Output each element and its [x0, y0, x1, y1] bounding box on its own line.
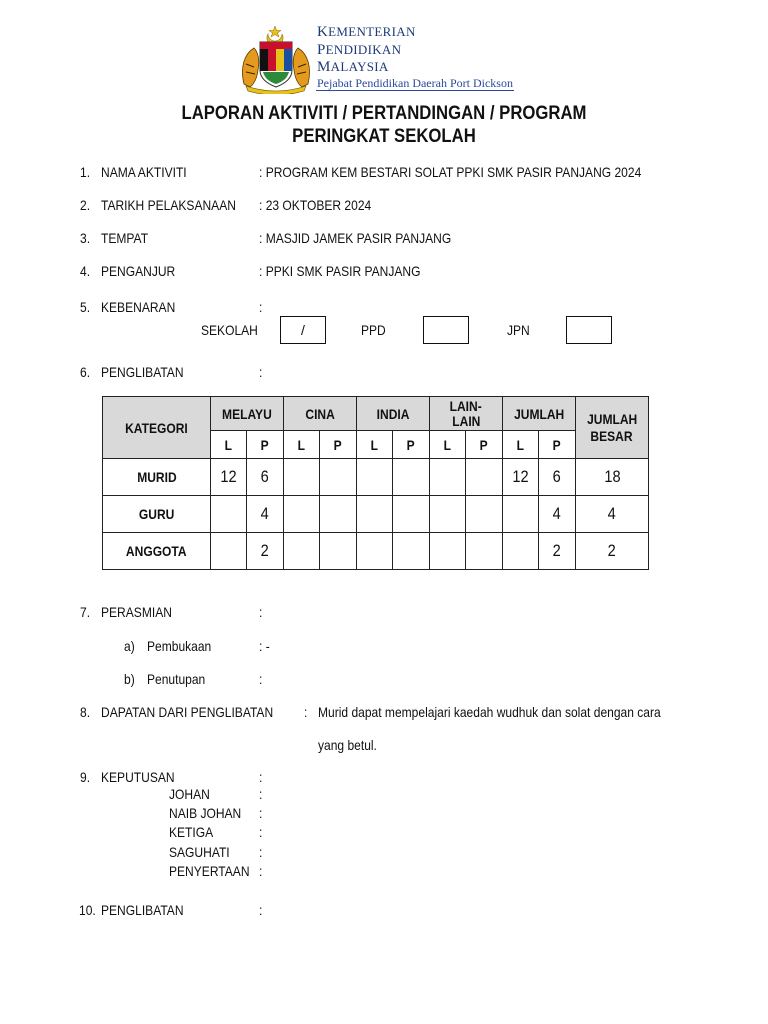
item-colon: :: [304, 704, 308, 720]
table-cell: 6: [539, 459, 576, 496]
table-cell: [320, 533, 357, 570]
result-saguhati-label: SAGUHATI: [169, 844, 230, 860]
table-cell: [357, 533, 393, 570]
result-penyertaan-label: PENYERTAAN: [169, 863, 250, 879]
item-label: PENGLIBATAN: [101, 902, 184, 918]
item-label: TEMPAT: [101, 230, 149, 246]
table-cell: [357, 496, 393, 533]
item-label: KEPUTUSAN: [101, 769, 175, 785]
participation-table: [102, 396, 649, 570]
header-l: L: [503, 431, 539, 459]
ppd-checkbox[interactable]: [423, 316, 469, 344]
item-number: 6.: [80, 364, 91, 380]
table-row-guru: [103, 496, 649, 533]
dapatan-text-line-1: Murid dapat mempelajari kaedah wudhuk dan solat dengan cara: [318, 704, 661, 720]
header-l: L: [430, 431, 466, 459]
table-cell: [211, 533, 247, 570]
table-cell: [284, 459, 320, 496]
header-lain-lain: LAIN- LAIN: [430, 397, 503, 431]
row-label: MURID: [103, 459, 211, 496]
table-cell: 4: [247, 496, 284, 533]
table-cell: [357, 459, 393, 496]
item-number: 10.: [79, 902, 96, 918]
sekolah-checkbox[interactable]: /: [280, 316, 326, 344]
header-divider: [316, 90, 514, 91]
table-cell: 12: [211, 459, 247, 496]
jpn-label: JPN: [507, 322, 530, 338]
header-l: L: [211, 431, 247, 459]
table-cell: 6: [247, 459, 284, 496]
table-cell: 2: [247, 533, 284, 570]
header-p: P: [393, 431, 430, 459]
table-cell: [320, 459, 357, 496]
item-label: PENGANJUR: [101, 263, 176, 279]
table-cell: [284, 496, 320, 533]
table-cell: [393, 496, 430, 533]
result-colon: :: [259, 786, 263, 802]
row-label: ANGGOTA: [103, 533, 211, 570]
table-cell: [430, 533, 466, 570]
header-p: P: [320, 431, 357, 459]
pembukaan-value: : -: [259, 638, 270, 654]
table-cell: [466, 496, 503, 533]
item-label: DAPATAN DARI PENGLIBATAN: [101, 704, 274, 720]
header-jumlah-besar: JUMLAH BESAR: [576, 397, 649, 459]
header-jumlah: JUMLAH: [503, 397, 576, 431]
table-row-murid: [103, 459, 649, 496]
item-label: PENGLIBATAN: [101, 364, 184, 380]
result-colon: :: [259, 805, 263, 821]
result-colon: :: [259, 863, 263, 879]
penutupan-value: :: [259, 671, 263, 687]
table-cell: [393, 459, 430, 496]
row-total: 2: [576, 533, 649, 570]
table-cell: [430, 496, 466, 533]
table-cell: 2: [539, 533, 576, 570]
table-cell: [503, 496, 539, 533]
pembukaan-label: Pembukaan: [147, 638, 212, 654]
header-kategori: KATEGORI: [103, 397, 211, 459]
header-l: L: [357, 431, 393, 459]
sub-item-letter: a): [124, 638, 135, 654]
table-cell: 4: [539, 496, 576, 533]
malaysia-coat-of-arms-icon: [238, 24, 314, 94]
item-number: 2.: [80, 197, 91, 213]
result-ketiga-label: KETIGA: [169, 824, 214, 840]
item-value: : MASJID JAMEK PASIR PANJANG: [259, 230, 452, 246]
item-number: 8.: [80, 704, 91, 720]
header-cina: CINA: [284, 397, 357, 431]
header-p: P: [466, 431, 503, 459]
item-label: TARIKH PELAKSANAAN: [101, 197, 236, 213]
header-melayu: MELAYU: [211, 397, 284, 431]
item-number: 5.: [80, 299, 91, 315]
result-colon: :: [259, 844, 263, 860]
row-label: GURU: [103, 496, 211, 533]
row-total: 4: [576, 496, 649, 533]
table-cell: [503, 533, 539, 570]
item-value: : PROGRAM KEM BESTARI SOLAT PPKI SMK PASIR PANJANG 2024: [259, 164, 642, 180]
item-colon: :: [259, 299, 263, 315]
item-colon: :: [259, 902, 263, 918]
item-number: 7.: [80, 604, 91, 620]
result-naib-johan-label: NAIB JOHAN: [169, 805, 242, 821]
item-label: KEBENARAN: [101, 299, 176, 315]
table-cell: [430, 459, 466, 496]
dapatan-text-line-2: yang betul.: [318, 737, 377, 753]
table-row-anggota: [103, 533, 649, 570]
report-title-line-1: LAPORAN AKTIVITI / PERTANDINGAN / PROGRAM: [181, 103, 587, 124]
ministry-name-line-2: PENDIDIKAN: [317, 42, 402, 58]
item-number: 1.: [80, 164, 91, 180]
item-value: : PPKI SMK PASIR PANJANG: [259, 263, 421, 279]
table-cell: [284, 533, 320, 570]
sekolah-label: SEKOLAH: [201, 322, 258, 338]
ministry-name-line-3: MALAYSIA: [317, 59, 389, 75]
result-colon: :: [259, 824, 263, 840]
item-number: 4.: [80, 263, 91, 279]
ministry-name-line-1: KEMENTERIAN: [317, 24, 416, 40]
jpn-checkbox[interactable]: [566, 316, 612, 344]
table-cell: [320, 496, 357, 533]
table-cell: [211, 496, 247, 533]
table-cell: 12: [503, 459, 539, 496]
item-colon: :: [259, 604, 263, 620]
district-office-name: Pejabat Pendidikan Daerah Port Dickson: [317, 76, 513, 90]
table-cell: [393, 533, 430, 570]
item-number: 3.: [80, 230, 91, 246]
result-johan-label: JOHAN: [169, 786, 210, 802]
item-label: NAMA AKTIVITI: [101, 164, 187, 180]
item-colon: :: [259, 769, 263, 785]
header-p: P: [539, 431, 576, 459]
item-colon: :: [259, 364, 263, 380]
header-l: L: [284, 431, 320, 459]
sub-item-letter: b): [124, 671, 135, 687]
penutupan-label: Penutupan: [147, 671, 206, 687]
table-cell: [466, 533, 503, 570]
ppd-label: PPD: [361, 322, 386, 338]
item-value: : 23 OKTOBER 2024: [259, 197, 372, 213]
table-cell: [466, 459, 503, 496]
row-total: 18: [576, 459, 649, 496]
header-india: INDIA: [357, 397, 430, 431]
item-number: 9.: [80, 769, 91, 785]
report-title-line-2: PERINGKAT SEKOLAH: [292, 126, 476, 147]
header-p: P: [247, 431, 284, 459]
item-label: PERASMIAN: [101, 604, 172, 620]
